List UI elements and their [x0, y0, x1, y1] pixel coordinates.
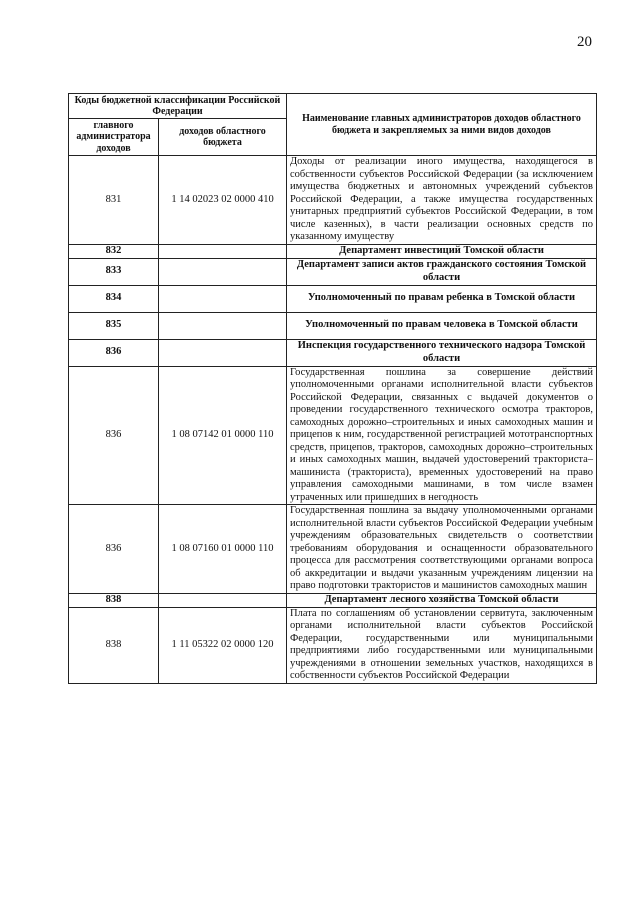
income-name-cell: Доходы от реализации иного имущества, находящегося в собственности субъектов Российской Федерации (за исключением имущества бюджетных и автономных учреждений субъектов Российской Федерации, а также имущества государственных унитарных предприятий субъектов Российской Федерации, в том числе казенных), в части реализации основных средств по указанному имуществу — [287, 156, 597, 245]
dept-row-832 — [69, 244, 597, 258]
table-row-836-b — [69, 505, 597, 594]
admin-code-cell: 838 — [69, 607, 159, 683]
dept-row-836 — [69, 339, 597, 366]
income-code-cell — [159, 244, 287, 258]
income-code-cell: 1 08 07160 01 0000 110 — [159, 505, 287, 594]
dept-name-cell: Департамент записи актов гражданского состояния Томской области — [287, 258, 597, 285]
dept-name-cell: Уполномоченный по правам человека в Томской области — [287, 312, 597, 339]
income-name-cell: Плата по соглашениям об установлении сервитута, заключенным органами исполнительной власти субъектов Российской Федерации, государственными или муниципальными предприятиями либо государственными или муниципальными учреждениями в отношении земельных участков, находящихся в собственности субъектов Российской Федерации — [287, 607, 597, 683]
dept-name-cell: Департамент инвестиций Томской области — [287, 244, 597, 258]
table-row-838 — [69, 607, 597, 683]
income-code-cell: 1 08 07142 01 0000 110 — [159, 366, 287, 505]
budget-classification-table — [68, 93, 597, 684]
income-code-cell: 1 11 05322 02 0000 120 — [159, 607, 287, 683]
income-code-cell — [159, 339, 287, 366]
admin-code-cell: 834 — [69, 285, 159, 312]
dept-name-cell: Инспекция государственного технического надзора Томской области — [287, 339, 597, 366]
admin-code-cell: 836 — [69, 505, 159, 594]
codes-group-header: Коды бюджетной классификации Российской Федерации — [69, 94, 287, 119]
income-column-header: доходов областного бюджета — [159, 119, 287, 156]
dept-row-835 — [69, 312, 597, 339]
admin-code-cell: 836 — [69, 366, 159, 505]
dept-name-cell: Уполномоченный по правам ребенка в Томской области — [287, 285, 597, 312]
income-code-cell: 1 14 02023 02 0000 410 — [159, 156, 287, 245]
admin-code-cell: 836 — [69, 339, 159, 366]
income-code-cell — [159, 312, 287, 339]
admin-column-header: главного администратора доходов — [69, 119, 159, 156]
income-name-cell: Государственная пошлина за выдачу уполномоченными органами исполнительной власти субъектов Российской Федерации учебным учреждениям образовательных свидетельств о соответствии требованиям оборудования и оснащенности образовательного процесса для рассмотрения соответствующими органами вопроса об аккредитации и выдачи указанным учреждениям лицензии на право подготовки трактористов и машинистов самоходных машин — [287, 505, 597, 594]
income-code-cell — [159, 258, 287, 285]
admin-code-cell: 835 — [69, 312, 159, 339]
name-column-header: Наименование главных администраторов доходов областного бюджета и закрепляемых за ними видов доходов — [287, 94, 597, 156]
income-code-cell — [159, 593, 287, 607]
table-row-831 — [69, 156, 597, 245]
income-code-cell — [159, 285, 287, 312]
dept-row-838 — [69, 593, 597, 607]
admin-code-cell: 832 — [69, 244, 159, 258]
table-row-836-a — [69, 366, 597, 505]
dept-row-833 — [69, 258, 597, 285]
page-number: 20 — [577, 34, 592, 50]
dept-name-cell: Департамент лесного хозяйства Томской области — [287, 593, 597, 607]
income-name-cell: Государственная пошлина за совершение действий уполномоченными органами исполнительной власти субъектов Российской Федерации, связанных с выдачей документов о проведении государственного технического осмотра тракторов, самоходных дорожно–строительных и иных самоходных машин и прицепов к ним, государственной регистрацией мототранспортных средств, прицепов, тракторов, самоходных дорожно–строительных и иных самоходных машин, выдачей удостоверений тракториста–машиниста (тракториста), временных удостоверений на право управления самоходными машинами, в том числе взамен утраченных или пришедших в негодность — [287, 366, 597, 505]
admin-code-cell: 833 — [69, 258, 159, 285]
admin-code-cell: 831 — [69, 156, 159, 245]
header-row-1 — [69, 94, 597, 119]
admin-code-cell: 838 — [69, 593, 159, 607]
dept-row-834 — [69, 285, 597, 312]
